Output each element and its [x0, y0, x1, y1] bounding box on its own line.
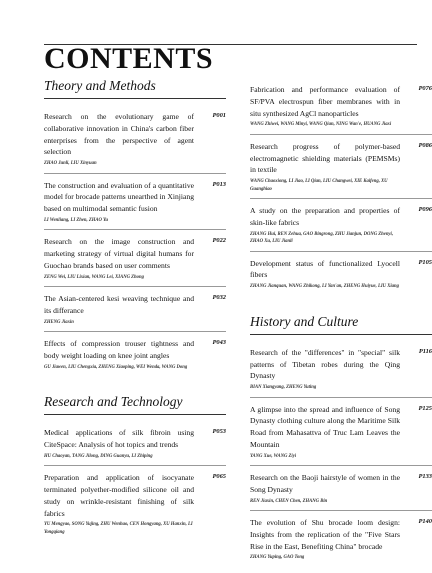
- toc-entry[interactable]: [44, 421, 226, 466]
- toc-entry[interactable]: [44, 174, 226, 231]
- section-heading-theory: Theory and Methods: [44, 78, 226, 99]
- toc-entry-row: [44, 338, 226, 362]
- entry-authors: GU Jiawen, LIU Chengxia, ZHENG Xiaoping, WEI Wenda, WANG Dong: [44, 364, 188, 370]
- entry-page-number: P116: [418, 347, 432, 355]
- toc-entry[interactable]: [250, 511, 432, 567]
- entry-authors: ZENG Wei, LIU Lixian, WANG Lei, XIANG Zhong: [44, 274, 144, 280]
- entry-authors: ZHENG Jiaxin: [44, 319, 74, 325]
- toc-entry[interactable]: [250, 78, 432, 135]
- section-entries-continued: [250, 78, 432, 296]
- toc-entry[interactable]: [44, 332, 226, 376]
- entry-authors: HU Chaoyan, TANG Jilong, DING Guanyu, LI Zhiping: [44, 453, 153, 459]
- toc-entry-row: [44, 293, 226, 317]
- entry-page-number: P133: [418, 473, 432, 481]
- toc-entry-row: [250, 141, 432, 176]
- toc-entry-row: [44, 472, 226, 519]
- page-title: CONTENTS: [44, 42, 214, 75]
- toc-entry-row: [250, 258, 432, 282]
- entry-page-number: P065: [212, 473, 226, 481]
- entry-title: Research on the evolutionary game of collaborative innovation in China's carbon fiber enterprises from the perspective of agent selection: [44, 112, 194, 157]
- entry-title: Research on the Baoji hairstyle of women in the Song Dynasty: [250, 473, 400, 494]
- entry-authors: REN Jiaxin, CHEN Chen, ZHANG Bin: [250, 498, 328, 504]
- entry-page-number: P105: [418, 258, 432, 266]
- entry-page-number: P053: [212, 428, 226, 436]
- entry-authors: LI Wenliang, LI Zhen, ZHAO Yu: [44, 217, 109, 223]
- entry-title: Medical applications of silk fibroin using CiteSpace: Analysis of hot topics and trends: [44, 428, 194, 450]
- entry-authors: WANG Chaoxiong, LI Jiao, LI Qian, LIU Changwei, XIE Kaifeng, XU Guanghiao: [250, 179, 388, 192]
- toc-entry-row: [250, 517, 432, 552]
- toc-entry-row: [250, 404, 432, 451]
- toc-entry-row: [44, 427, 226, 451]
- left-column: [44, 78, 226, 541]
- entry-title: A glimpse into the spread and influence of Song Dynasty clothing culture along the Maritime Silk Road from Mahasattva of Truc Lam Leaves the Mountain: [250, 404, 400, 449]
- toc-entry[interactable]: [250, 466, 432, 511]
- toc-entry-row: [44, 111, 226, 158]
- entry-title: The Asian-centered kesi weaving technique and its differance: [44, 294, 194, 315]
- entry-page-number: P076: [418, 85, 432, 92]
- section-entries-history: [250, 341, 432, 567]
- section-heading-history: History and Culture: [250, 314, 432, 335]
- entry-page-number: P140: [418, 518, 432, 526]
- section-heading-research: Research and Technology: [44, 394, 226, 415]
- right-column: [250, 78, 432, 567]
- entry-authors: ZHAO Junli, LIU Xinyuan: [44, 161, 97, 167]
- section-entries-theory: [44, 105, 226, 376]
- entry-title: The evolution of Shu brocade loom design: Insights from the replication of the "Five Stars Rise in the East, Benefiting China" brocade: [250, 518, 400, 551]
- toc-entry[interactable]: [250, 199, 432, 252]
- entry-authors: YANG Xue, WANG Ziyi: [250, 453, 297, 459]
- entry-page-number: P125: [418, 404, 432, 412]
- entry-authors: YU Mengyao, SONG Yujing, ZHU Wenhao, CEN Hongyang, XU Hanxin, LI Yongqiang: [44, 522, 193, 535]
- toc-entry-row: [44, 180, 226, 215]
- entry-authors: ZHANG Yuping, GAO Tong: [250, 555, 305, 561]
- entry-page-number: P086: [418, 141, 432, 149]
- toc-entry-row: [250, 84, 432, 119]
- toc-entry[interactable]: [44, 105, 226, 174]
- entry-page-number: P032: [212, 294, 226, 302]
- toc-entry-row: [44, 236, 226, 271]
- toc-entry[interactable]: [44, 466, 226, 541]
- toc-entry-row: [250, 472, 432, 496]
- entry-authors: BIAN Xiangyang, ZHENG Yuting: [250, 385, 317, 391]
- entry-title: Development status of functionalized Lyocell fibers: [250, 258, 400, 280]
- entry-page-number: P043: [212, 339, 226, 347]
- entry-authors: ZHANG Hui, REN Zehua, GAO Bingrong, ZHU Jianjun, DONG Zhenyi, ZHAO Xu, LIU Jianli: [250, 231, 393, 245]
- toc-entry[interactable]: [44, 287, 226, 332]
- toc-entry[interactable]: [44, 230, 226, 287]
- section-entries-research: [44, 421, 226, 541]
- entry-title: Research of the "differences" in "special" silk patterns of Tibetan robes during the Qing Dynasty: [250, 347, 400, 381]
- entry-authors: WANG Zhiwei, WANG Minyi, WANG Qian, NING Wan'e, HUANG Jiaxi: [250, 122, 392, 128]
- entry-page-number: P013: [212, 180, 226, 188]
- entry-title: Preparation and application of isocyanate terminated polyether-modified silicone oil and study on wrinkle-resistant finishing of silk fabrics: [44, 473, 194, 518]
- entry-title: The construction and evaluation of a quantitative model for brocade patterns unearthed in Xinjiang based on multimodal semantic fusion: [44, 180, 194, 214]
- entry-page-number: P022: [212, 237, 226, 245]
- entry-title: A study on the preparation and properties of skin-like fabrics: [250, 206, 400, 227]
- toc-entry-row: [250, 205, 432, 229]
- toc-entry[interactable]: [250, 341, 432, 398]
- entry-page-number: P096: [418, 206, 432, 214]
- toc-entry[interactable]: [250, 398, 432, 467]
- entry-title: Research progress of polymer-based electromagnetic shielding materials (PEMSMs) in textile: [250, 141, 400, 175]
- entry-title: Research on the image construction and marketing strategy of virtual digital humans for Guochao brands based on user comments: [44, 237, 194, 270]
- toc-entry[interactable]: [250, 135, 432, 199]
- entry-page-number: P001: [212, 112, 226, 119]
- entry-title: Effects of compression trouser tightness and body weight loading on knee joint angles: [44, 339, 194, 361]
- toc-entry[interactable]: [250, 252, 432, 296]
- toc-entry-row: [250, 347, 432, 382]
- entry-title: Fabrication and performance evaluation of SF/PVA electrospun fiber membranes with in situ synthesized AgCl nanoparticles: [250, 85, 400, 118]
- entry-authors: ZHANG Jianquan, WANG Zhikong, LI Yan'an, ZHENG Huiyue, LIU Xiang: [250, 284, 399, 290]
